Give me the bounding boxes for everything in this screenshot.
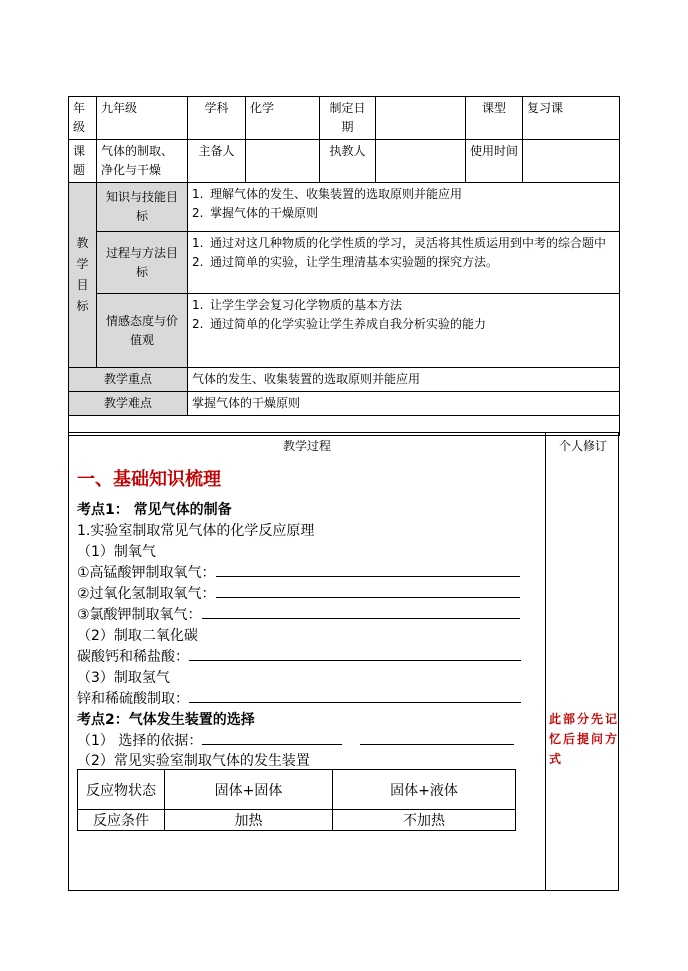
goal-items-knowledge	[188, 183, 620, 232]
fill-line-caco3: 碳酸钙和稀盐酸：	[77, 646, 521, 666]
fill-line-basis: （1） 选择的依据：	[77, 730, 514, 750]
use-time-label: 使用时间	[466, 140, 523, 183]
goal-category-process: 过程与方法目标	[97, 232, 188, 294]
goals-label-char: 标	[76, 299, 89, 313]
date-label: 制定日期	[320, 97, 376, 140]
h2-heading: （3）制取氢气	[77, 670, 170, 686]
difficulty-value: 掌握气体的干燥原则	[188, 392, 620, 416]
goals-label-char: 学	[76, 257, 89, 271]
teacher-label: 执教人	[320, 140, 376, 183]
grade-label: 年级	[69, 97, 97, 140]
reactant-state-label: 反应物状态	[78, 770, 165, 810]
preparer-label: 主备人	[188, 140, 246, 183]
revision-note: 此部分先记忆后提问方式	[549, 712, 617, 766]
goals-label-char: 目	[76, 278, 89, 292]
fill-line-zn: 锌和稀硫酸制取：	[77, 688, 521, 708]
type-value: 复习课	[523, 97, 620, 140]
condition-label: 反应条件	[78, 810, 165, 831]
answer-blank[interactable]	[216, 562, 520, 577]
reaction-table	[77, 769, 516, 831]
topic-label: 课题	[69, 140, 97, 183]
difficulty-label: 教学难点	[69, 392, 188, 416]
goals-label	[69, 183, 97, 368]
solid-liquid-cell: 固体+液体	[333, 770, 516, 810]
goal-category-emotion: 情感态度与价值观	[97, 294, 188, 368]
goal-item: 2. 掌握气体的干燥原则	[192, 206, 319, 220]
key-point-label: 教学重点	[69, 368, 188, 392]
preparer-value	[246, 140, 320, 183]
key-point-value: 气体的发生、收集装置的选取原则并能应用	[188, 368, 620, 392]
date-value	[376, 97, 466, 140]
no-heating-cell: 不加热	[333, 810, 516, 831]
fill-line-h2o2: ②过氧化氢制取氧气：	[77, 583, 520, 603]
goal-item: 2. 通过简单的化学实验让学生养成自我分析实验的能力	[192, 317, 487, 331]
section-title: 一、基础知识梳理	[77, 469, 221, 490]
subject-label: 学科	[188, 97, 246, 140]
teacher-value	[376, 140, 466, 183]
use-time-value	[523, 140, 620, 183]
goal-category-knowledge: 知识与技能目标	[97, 183, 188, 232]
goal-item: 2. 通过简单的实验，让学生理清基本实验题的探究方法。	[192, 255, 499, 269]
column-divider	[545, 433, 546, 890]
goal-item: 1. 理解气体的发生、收集装置的选取原则并能应用	[192, 187, 463, 201]
answer-blank[interactable]	[202, 604, 520, 619]
lesson-header-table	[68, 96, 620, 436]
oxygen-heading: （1）制氧气	[77, 544, 156, 560]
answer-blank[interactable]	[216, 583, 520, 598]
answer-blank[interactable]	[360, 730, 514, 745]
heating-cell: 加热	[165, 810, 333, 831]
teaching-process-section	[68, 432, 619, 891]
topic-2-heading: 考点2：气体发生装置的选择	[77, 712, 255, 728]
process-heading: 教学过程	[282, 439, 331, 453]
fill-line-kclo3: ③氯酸钾制取氧气：	[77, 604, 520, 624]
revision-heading: 个人修订	[558, 439, 607, 453]
co2-heading: （2）制取二氧化碳	[77, 628, 198, 644]
goal-item: 1. 让学生学会复习化学物质的基本方法	[192, 298, 403, 312]
fill-line-kmno4: ①高锰酸钾制取氧气：	[77, 562, 520, 582]
apparatus-heading: （2）常见实验室制取气体的发生装置	[77, 753, 310, 769]
answer-blank[interactable]	[189, 688, 521, 703]
topic-1-heading: 考点1： 常见气体的制备	[77, 502, 232, 518]
type-label: 课型	[466, 97, 523, 140]
topic-value: 气体的制取、净化与干燥	[97, 140, 188, 183]
goal-items-process	[188, 232, 620, 294]
answer-blank[interactable]	[189, 646, 521, 661]
principle-heading: 1.实验室制取常见气体的化学反应原理	[77, 523, 315, 539]
subject-value: 化学	[246, 97, 320, 140]
goal-items-emotion	[188, 294, 620, 368]
answer-blank[interactable]	[202, 730, 342, 745]
goal-item: 1. 通过对这几种物质的化学性质的学习，灵活将其性质运用到中考的综合题中	[192, 236, 607, 250]
goals-label-char: 教	[76, 236, 89, 250]
solid-solid-cell: 固体+固体	[165, 770, 333, 810]
grade-value: 九年级	[97, 97, 188, 140]
